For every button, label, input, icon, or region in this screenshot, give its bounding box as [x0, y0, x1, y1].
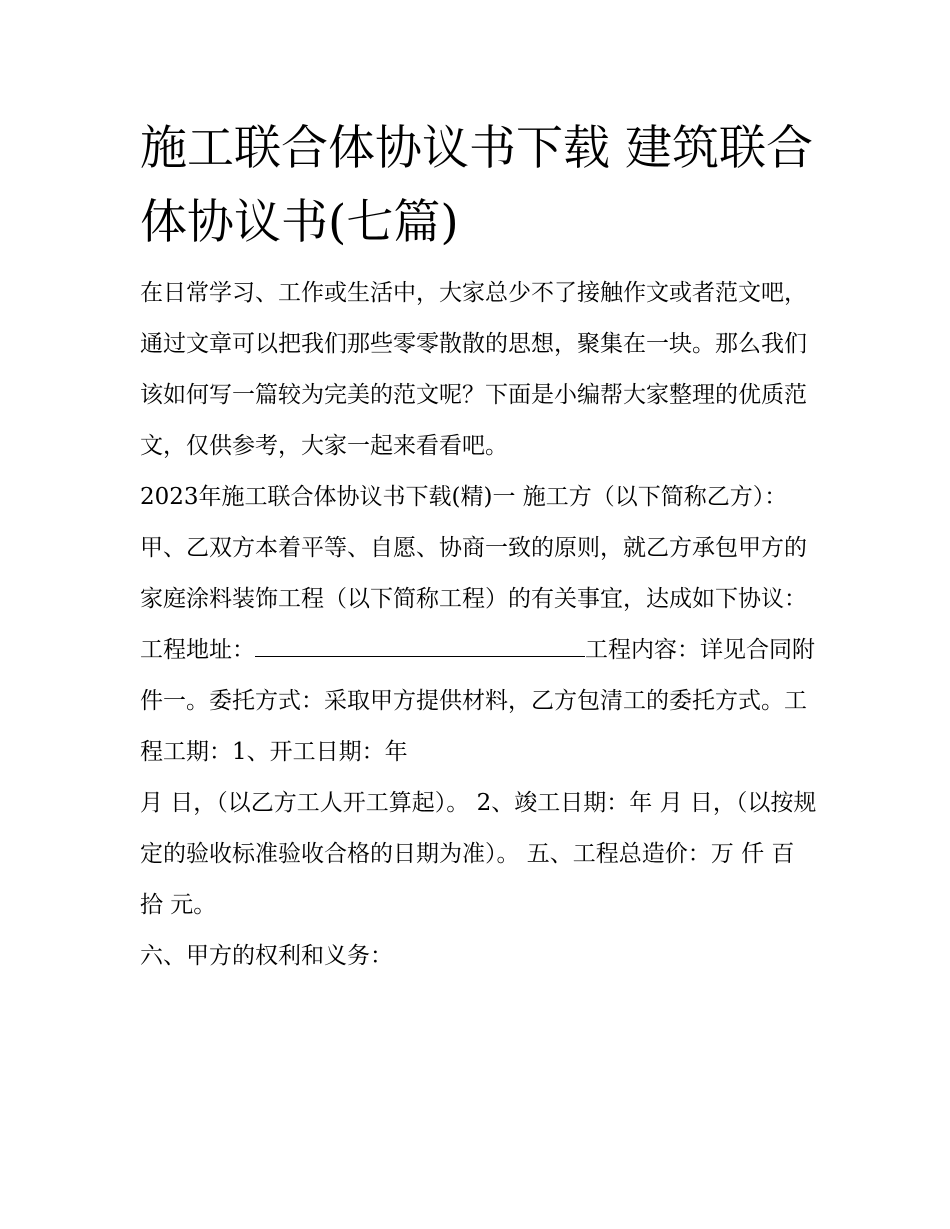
address-label: 工程地址：: [140, 637, 255, 663]
document-title: 施工联合体协议书下载 建筑联合体协议书(七篇): [140, 121, 813, 250]
section-six-heading: 六、甲方的权利和义务：: [140, 943, 393, 969]
project-details-text: 工程内容：详见合同附件一。委托方式：采取甲方提供材料，乙方包清工的委托方式。工程工期：1、开工日期：年: [140, 637, 815, 765]
section-heading: 2023年施工联合体协议书下载(精)一 施工方（以下简称乙方）：: [140, 484, 788, 510]
document-page: [140, 112, 820, 982]
project-details-paragraph: [140, 625, 820, 778]
principle-paragraph: 甲、乙双方本着平等、自愿、协商一致的原则，就乙方承包甲方的家庭涂料装饰工程（以下简称工程）的有关事宜，达成如下协议：: [140, 535, 807, 612]
intro-paragraph: 在日常学习、工作或生活中，大家总少不了接触作文或者范文吧，通过文章可以把我们那些零零散散的思想，聚集在一块。那么我们该如何写一篇较为完美的范文呢？下面是小编帮大家整理的优质范文，仅供参考，大家一起来看看吧。: [140, 280, 807, 459]
dates-paragraph: 月 日，（以乙方工人开工算起）。 2、竣工日期：年 月 日，（以按规定的验收标准验收合格的日期为准）。 五、工程总造价：万 仟 百 拾 元。: [140, 790, 817, 918]
address-blank-line: [255, 638, 585, 657]
